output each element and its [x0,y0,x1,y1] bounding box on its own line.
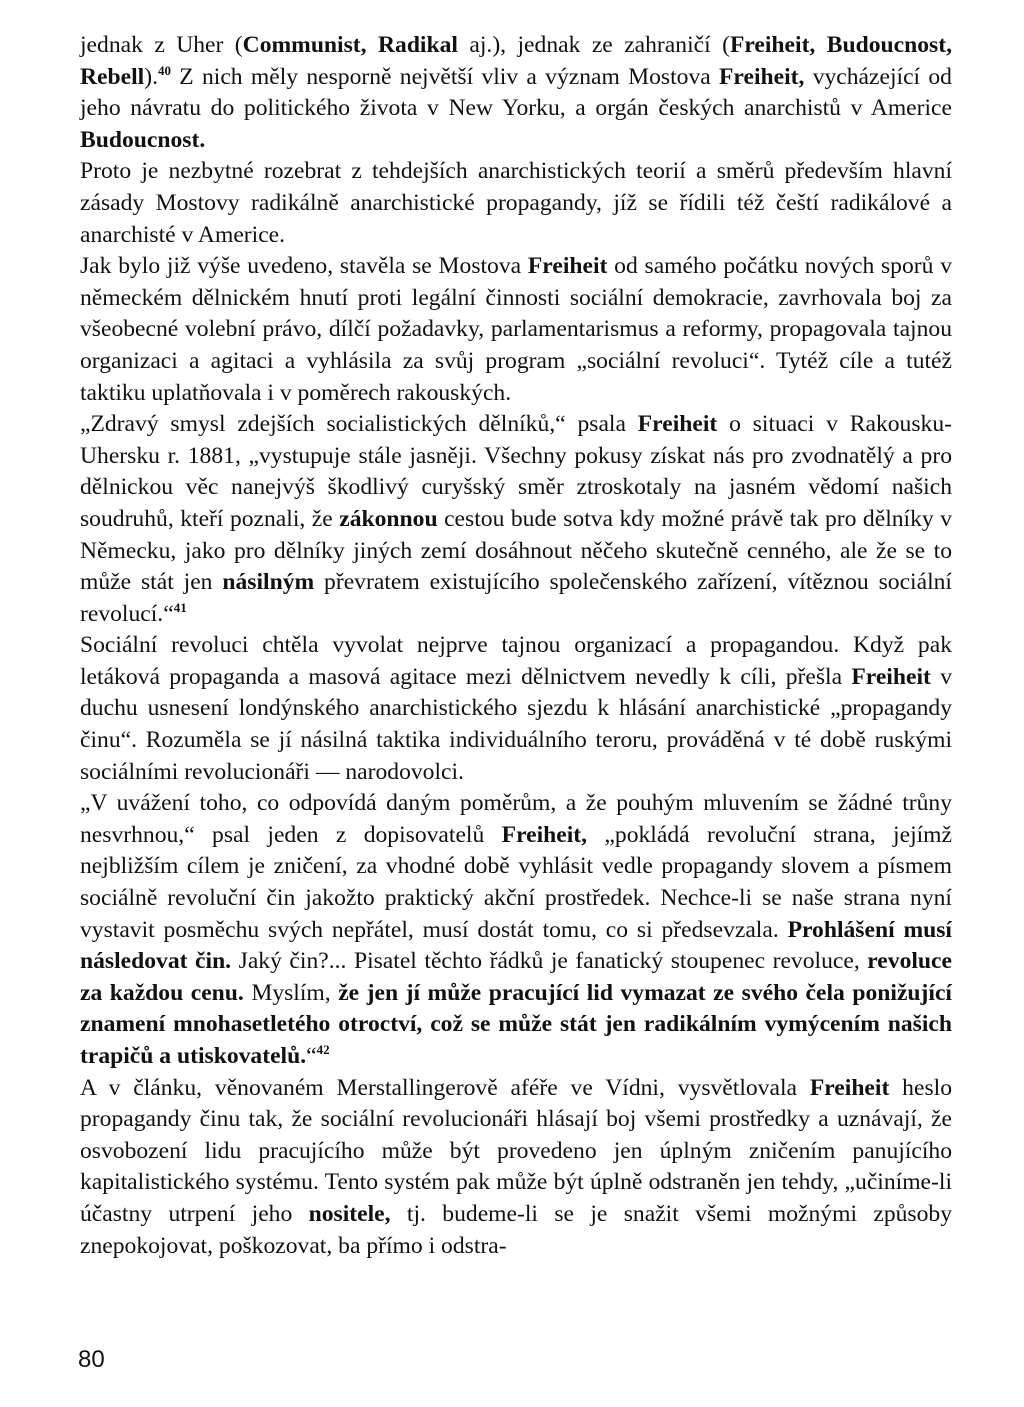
paragraph-7: A v článku, věnovaném Merstallingerově aféře ve Vídni, vysvětlovala Freiheit heslo propagandy činu tak, že sociální revolucionáři hlásají boj všemi prostředky a uznávají, že osvobození lidu pracujícího může být provedeno jen úplným zničením panujícího kapitalistického systému. Tento systém pak může být úplně odstraněn jen tehdy, „učiníme-li účastny utrpení jeho nositele, tj. budeme-li se je snažit všemi možnými způsoby znepokojovat, poškozovat, ba přímo i odstra- [80,1074,953,1259]
paragraph-4: „Zdravý smysl zdejších socialistických dělníků,“ psala Freiheit o situaci v Rakousku-Uhersku r. 1881, „vystupuje stále jasněji. Všechny pokusy získat nás pro zvodnatělý a pro dělnickou věc nanejvýš škodlivý curyšský směr ztroskotaly na jasném vědomí našich soudruhů, kteří poznali, že zákonnou cestou bude sotva kdy možné právě tak pro dělníky v Německu, jako pro dělníky jiných zemí dosáhnout něčeho skutečně cenného, ale že se to může stát jen násilným převratem existujícího společenského zařízení, vítěznou sociální revolucí.“$^{41}$ [80,411,952,627]
paragraph-5: Sociální revoluci chtěla vyvolat nejprve tajnou organizací a propagandou. Když pak letáková propaganda a masová agitace mezi dělnictvem nevedly k cíli, přešla Freiheit v duchu usnesení londýnského anarchistického sjezdu k hlásání anarchistické „propagandy činu“. Rozuměla se jí násilná taktika individuálního teroru, prováděná v té době ruskými sociálními revolucionáři — narodovolci. [80,632,952,785]
footnote-ref-40: 40 [157,62,171,78]
body-text [80,30,952,1262]
paragraph-3: Jak bylo již výše uvedeno, stavěla se Mostova Freiheit od samého počátku nových sporů v německém dělnickém hnutí proti legální činnosti sociální demokracie, zavrhovala boj za všeobecné volební právo, dílčí požadavky, parlamentarismus a reformy, propagovala tajnou organizaci a agitaci a vyhlásila za svůj program „sociální revoluci“. Tytéž cíle a tutéž taktiku uplatňovala i v poměrech rakouských. [80,253,952,406]
page-number: 80 [78,1346,105,1373]
paragraph-2: Proto je nezbytné rozebrat z tehdejších anarchistických teorií a směrů především hlavní zásady Mostovy radikálně anarchistické propagandy, jíž se řídili též čeští radikálové a anarchisté v Americe. [80,158,952,248]
paragraph-6: „V uvážení toho, co odpovídá daným poměrům, a že pouhým mluvením se žádné trůny nesvrhnou,“ psal jeden z dopisovatelů Freiheit, „pokládá revoluční strana, jejímž nejbližším cílem je zničení, za vhodné době vyhlásit vedle propagandy slovem a písmem sociálně revoluční čin jakožto praktický akční prostředek. Nechce-li se naše strana nyní vystavit posměchu svých nepřátel, musí dostát tomu, co si předsevzala. Prohlášení musí následovat čin. Jaký čin?... Pisatel těchto řádků je fanatický stoupenec revoluce, revoluce za každou cenu. Myslím, že jen jí může pracující lid vymazat ze svého čela ponižující znamení mnohasetletého otroctví, což se může stát jen radikálním vymýcením našich trapičů a utiskovatelů.“$^{42}$ [80,790,952,1069]
footnote-ref-41: 41 [173,599,187,615]
footnote-ref-42: 42 [316,1042,330,1058]
paragraph-1: jednak z Uher (Communist, Radikal aj.), jednak ze zahraničí (Freiheit, Budoucnost, Rebell).$^{40}$ Z nich měly nesporně největší vliv a význam Mostova Freiheit, vycházející od jeho návratu do politického života v New Yorku, a orgán českých anarchistů v Americe Budoucnost. [80,32,952,153]
